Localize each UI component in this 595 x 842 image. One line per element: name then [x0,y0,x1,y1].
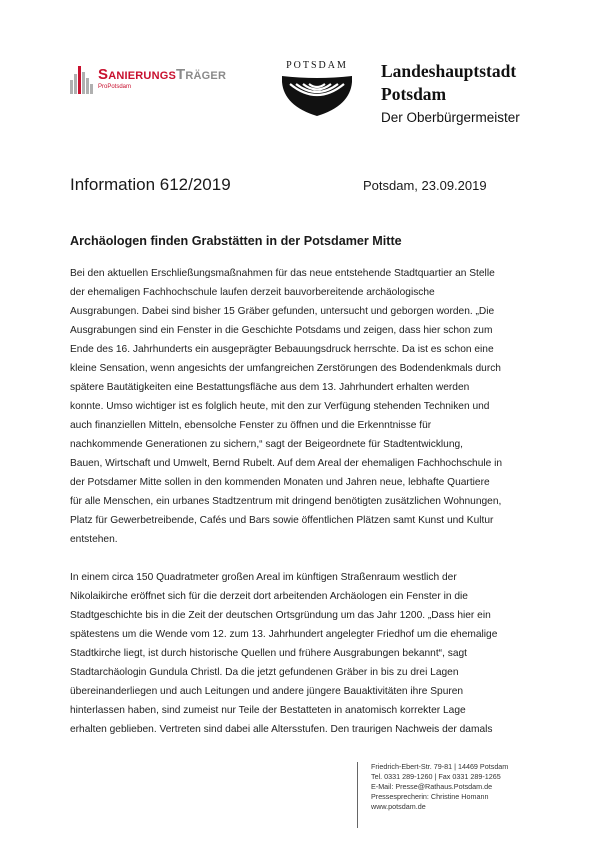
body-line: für alle Menschen, ein urbanes Stadtzentrum mit dringend benötigten zusätzlichen Wohnungen, [70,496,502,507]
body-line: Ende des 16. Jahrhunderts ein ausgeprägter Bebauungsdruck herrschte. Da ist es schon eine [70,344,494,355]
city-line-1: Landeshauptstadt [381,61,517,81]
seal-text: POTSDAM [286,60,348,71]
body-line: entstehen. [70,534,118,545]
footer-email[interactable]: E-Mail: Presse@Rathaus.Potsdam.de [371,782,493,791]
body-line: spätere Bautätigkeiten eine Bestattungsfläche aus dem 13. Jahrhundert erhalten werden [70,382,470,393]
footer-press-officer: Pressesprecherin: Christine Homann [371,792,489,801]
logo-word-b: Träger [176,66,227,83]
body-line: Platz für Gewerbetreibende, Cafés und Bars sowie öffentlichen Plätzen samt Kunst und Kultur [70,515,494,526]
body-line: spätestens um die Wende vom 12. zum 13. Jahrhundert angelegter Friedhof um die ehemalige [70,629,498,640]
body-line: Stadtkirche liegt, ist durch historische Quellen und frühere Ausgrabungen bekannt“, sagt [70,648,467,659]
information-number: Information 612/2019 [70,175,231,194]
body-line: Bei den aktuellen Erschließungsmaßnahmen für das neue entstehende Stadtquartier an Stelle [70,268,495,279]
body-line: übereinanderliegen und auch Leitungen und andere jüngere Bauaktivitäten ihre Spuren [70,686,464,697]
city-name [381,60,516,106]
body-line: Nikolaikirche eröffnet sich für die derzeit dort arbeitenden Archäologen ein Fenster in die [70,591,468,602]
footer-contact [357,762,508,828]
body-line: Stadtgeschichte bis in die Zeit der deutschen Ortsgründung um das Jahr 1200. „Dass hier ein [70,610,491,621]
mayor-label: Der Oberbürgermeister [381,110,520,125]
body-text [70,264,530,758]
paragraph-2 [70,568,530,739]
potsdam-seal [276,60,358,118]
footer-phone: Tel. 0331 289-1260 | Fax 0331 289-1265 [371,772,501,781]
body-line: Stadtarchäologin Gundula Christl. Da die jetzt gefundenen Gräber in bis zu drei Lagen [70,667,459,678]
body-line: In einem circa 150 Quadratmeter großen Areal im künftigen Straßenraum westlich der [70,572,457,583]
paragraph-1 [70,264,530,549]
body-line: der Potsdamer Mitte sollen in den kommenden Monaten und Jahren neue, lebhafte Quartiere [70,477,490,488]
body-line: hinterlassen haben, sind zumeist nur Teile der Bestatteten in anatomisch korrekter Lage [70,705,466,716]
body-line: Ausgrabungen sind ein Fenster in die Geschichte Potsdams und zeigen, dass hier schon zum [70,325,493,336]
footer-address: Friedrich-Ebert-Str. 79-81 | 14469 Potsdam [371,762,509,771]
body-line: auch finanziellen Mitteln, ebensolche Fenster zu öffnen und die Erkenntnisse für [70,420,432,431]
logo-word-a: Sanierungs [98,66,177,83]
body-line: der ehemaligen Fachhochschule laufen derzeit bauvorbereitende archäologische [70,287,435,298]
body-line: konnte. Umso wichtiger ist es folglich heute, mit den zur Verfügung stehenden Techniken und [70,401,490,412]
sanierungstraeger-logo [70,62,270,102]
press-release-title: Archäologen finden Grabstätten in der Potsdamer Mitte [70,234,402,248]
body-line: Bauen, Wirtschaft und Umwelt, Bernd Rubelt. Auf dem Areal der ehemaligen Fachhochschule in [70,458,503,469]
information-date: Potsdam, 23.09.2019 [363,178,487,193]
seal-arcs-icon [276,60,358,118]
body-line: Ausgrabungen. Dabei sind bisher 15 Gräber gefunden, untersucht und geborgen worden. „Die [70,306,495,317]
body-line: erhalten geblieben. Vertreten sind dabei alle Altersstufen. Den traurigen Nachweis der damals [70,724,493,735]
body-line: nachkommende Generationen zu sichern,“ sagt der Beigeordnete für Stadtentwicklung, [70,439,464,450]
body-line: kleine Sensation, wenn angesichts der umfangreichen Zerstörungen des Bodendenkmals durch [70,363,501,374]
logo-bars-icon [70,66,94,94]
logo-wordmark [98,66,226,83]
footer-website[interactable]: www.potsdam.de [371,802,426,811]
logo-subtitle: ProPotsdam [98,84,132,90]
city-line-2: Potsdam [381,84,447,104]
